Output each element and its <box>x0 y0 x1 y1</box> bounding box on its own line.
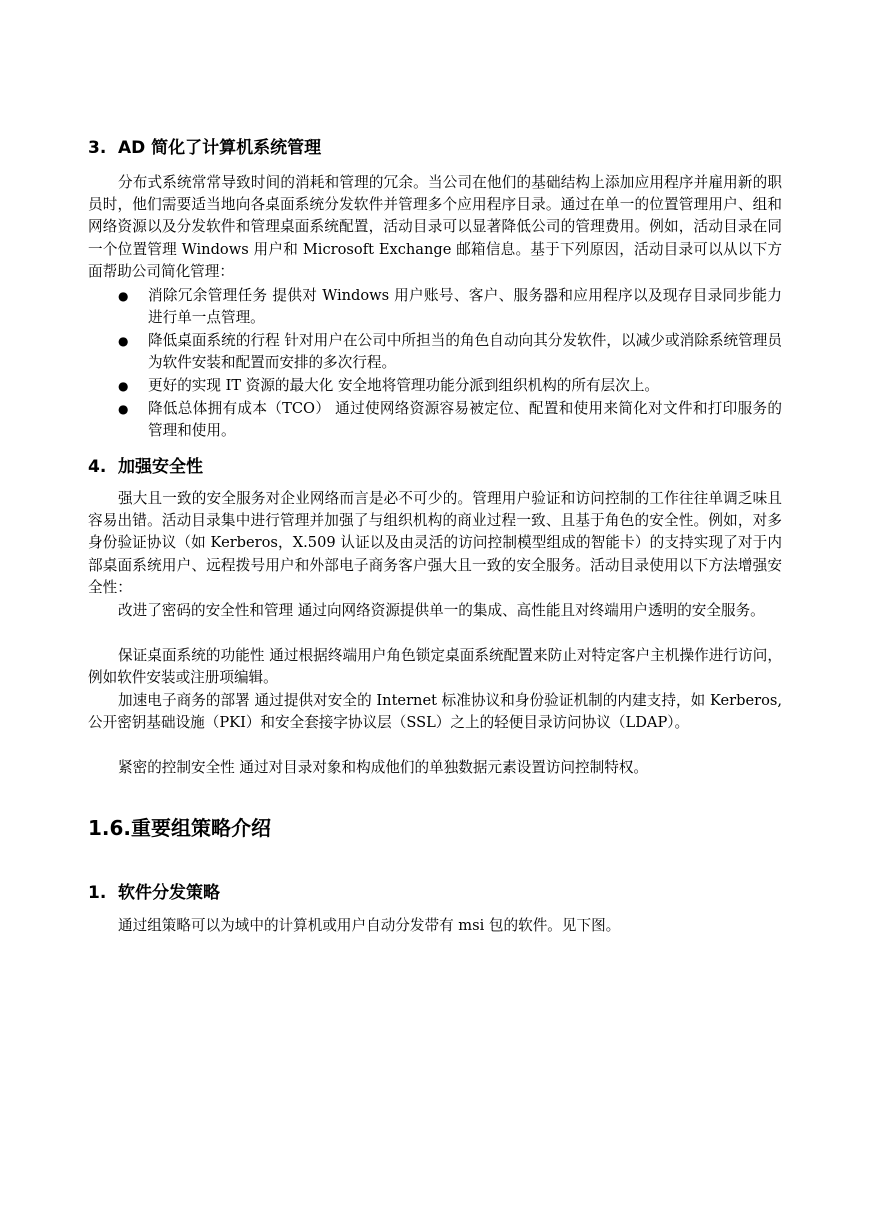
section-4-paragraph: 改进了密码的安全性和管理 通过向网络资源提供单一的集成、高性能且对终端用户透明的安全服务。 <box>118 602 765 619</box>
section-4-paragraph: 加速电子商务的部署 通过提供对安全的 Internet 标准协议和身份验证机制的内建支持，如 Kerberos, 公开密钥基础设施（PKI）和安全套接字协议层（SSL）之上的轻便目录访问协议（LDAP）。 <box>88 692 782 732</box>
section-3-number: 3. <box>88 138 107 158</box>
bullet-item <box>118 398 782 442</box>
section-1-heading <box>88 882 220 904</box>
bullet-item <box>118 330 782 374</box>
bullet-text: 降低桌面系统的行程 针对用户在公司中所担当的角色自动向其分发软件，以减少或消除系统管理员为软件安装和配置而安排的多次行程。 <box>148 332 782 372</box>
section-4-paragraph: 保证桌面系统的功能性 通过根据终端用户角色锁定桌面系统配置来防止对特定客户主机操作进行访问，例如软件安装或注册项编辑。 <box>88 647 782 687</box>
bullet-dot-icon: ● <box>118 379 129 393</box>
section-1-paragraph: 通过组策略可以为域中的计算机或用户自动分发带有 msi 包的软件。见下图。 <box>118 917 621 934</box>
section-4-paragraph: 强大且一致的安全服务对企业网络而言是必不可少的。管理用户验证和访问控制的工作往往单调乏味且容易出错。活动目录集中进行管理并加强了与组织机构的商业过程一致、且基于角色的安全性。例如，对多身份验证协议（如 Kerberos，X.509 认证以及由灵活的访问控制模型组成的智能卡）的支持实现了对于内部桌面系统用户、远程拨号用户和外部电子商务客户强大且一致的安全服务。活动目录使用以下方法增强安全性： <box>88 490 782 596</box>
section-1-number: 1. <box>88 883 107 903</box>
section-4-heading <box>88 456 203 478</box>
section-3-heading <box>88 137 321 159</box>
section-4-paragraph: 紧密的控制安全性 通过对目录对象和构成他们的单独数据元素设置访问控制特权。 <box>118 759 649 776</box>
bullet-text: 消除冗余管理任务 提供对 Windows 用户账号、客户、服务器和应用程序以及现存目录同步能力进行单一点管理。 <box>148 287 782 327</box>
bullet-text: 降低总体拥有成本（TCO） 通过使网络资源容易被定位、配置和使用来简化对文件和打印服务的管理和使用。 <box>148 400 782 440</box>
section-4-number: 4. <box>88 457 107 477</box>
section-3-paragraph: 分布式系统常常导致时间的消耗和管理的冗余。当公司在他们的基础结构上添加应用程序并雇用新的职员时，他们需要适当地向各桌面系统分发软件并管理多个应用程序目录。通过在单一的位置管理用户、组和网络资源以及分发软件和管理桌面系统配置，活动目录可以显著降低公司的管理费用。例如，活动目录在同一个位置管理 Windows 用户和 Microsoft Exchange 邮箱信息。基于下列原因，活动目录可以从以下方面帮助公司简化管理： <box>88 174 782 280</box>
bullet-item <box>118 375 782 397</box>
bullet-text: 更好的实现 IT 资源的最大化 安全地将管理功能分派到组织机构的所有层次上。 <box>148 377 660 394</box>
section-3-title: AD 简化了计算机系统管理 <box>118 138 322 158</box>
section-4-title: 加强安全性 <box>118 457 203 477</box>
section-1-title: 软件分发策略 <box>118 883 220 903</box>
bullet-item <box>118 285 782 329</box>
section-1-6-heading: 1.6.重要组策略介绍 <box>88 816 272 840</box>
bullet-dot-icon: ● <box>118 402 129 416</box>
bullet-dot-icon: ● <box>118 289 129 303</box>
bullet-dot-icon: ● <box>118 334 129 348</box>
